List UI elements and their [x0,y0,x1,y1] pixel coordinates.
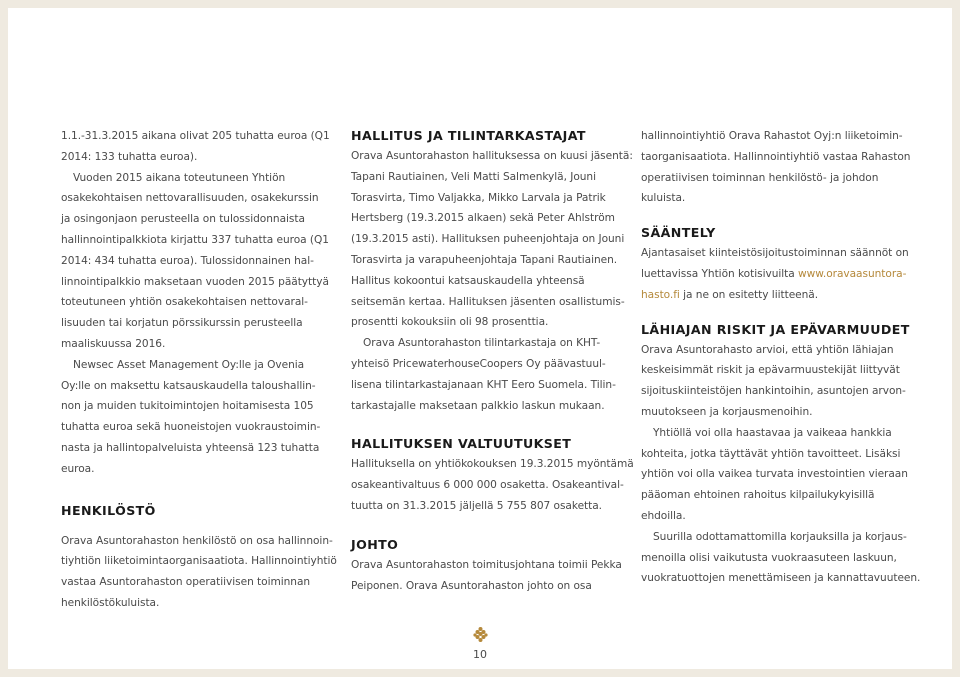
paragraph-auditor [351,333,619,416]
text-line: Orava Asuntorahaston henkilöstö on osa hallinnoin- [61,534,333,547]
text-line: muutokseen ja korjausmenoihin. [641,405,813,418]
paragraph-fees-q1 [61,126,329,168]
text-line: 1.1.-31.3.2015 aikana olivat 205 tuhatta euroa (Q1 [61,130,330,142]
text-line: Hallitus kokoontui katsauskaudella yhteensä [351,274,585,287]
text-line: sijoituskiinteistöjen hankintoihin, asuntojen arvon- [641,385,906,398]
paragraph-management-cont [641,126,909,209]
text-line: Oy:lle on maksettu katsauskaudella taloushallin- [61,379,316,392]
text-line: Suurilla odottamattomilla korjauksilla ja korjaus- [653,530,907,543]
page-number: 10 [473,648,487,661]
text-line: maaliskuussa 2016. [61,337,166,350]
text-line: Newsec Asset Management Oy:lle ja Ovenia [73,358,305,371]
text-line: Hallituksella on yhtiökokouksen 19.3.2015 myöntämä [351,458,634,471]
text-line: ehdoilla. [641,509,686,522]
text-fragment: ja ne on esitetty liitteenä. [679,288,819,301]
text-line: tarkastajalle maksetaan palkkio laskun mukaan. [351,399,605,412]
text-line: hallinnointipalkkiota kirjattu 337 tuhatta euroa (Q1 [61,233,329,246]
paragraph-management [351,555,622,597]
text-line [641,285,909,306]
text-line: lisena tilintarkastajanaan KHT Eero Suomela. Tilin- [351,378,616,391]
heading-valtuutukset: HALLITUKSEN VALTUUTUKSET [351,436,572,452]
text-line: pääoman ehtoinen rahoitus kilpailukykyisillä [641,489,875,502]
paragraph-staff [61,531,337,614]
paragraph-performance-fee [61,168,329,355]
text-line: Orava Asuntorahaston hallituksessa on kuusi jäsentä: [351,150,633,162]
text-line: Torasvirta ja varapuheenjohtaja Tapani Rautiainen. [351,253,618,266]
heading-hallitus: HALLITUS JA TILINTARKASTAJAT [351,128,586,143]
text-line: Orava Asuntorahaston tilintarkastaja on KHT- [363,337,601,350]
column-left [61,126,337,614]
column-right [641,126,921,589]
paragraph-regulation [641,243,909,305]
text-line: kuluista. [641,192,686,205]
text-line: non ja muiden tukitoimintojen hoitamisesta 105 [61,400,314,413]
text-line: euroa. [61,462,95,475]
text-line: Torasvirta, Timo Valjakka, Mikko Larvala ja Patrik [351,191,606,204]
text-line: 2014: 133 tuhatta euroa). [61,150,198,163]
text-line: tiyhtiön liiketoimintaorganisaatiota. Hallinnointiyhtiö [61,555,337,568]
heading-johto: JOHTO [351,536,399,552]
text-line: Peiponen. Orava Asuntorahaston johto on osa [351,579,592,592]
text-line: vastaa Asuntorahaston operatiivisen toiminnan [61,576,311,589]
text-line: tuutta on 31.3.2015 jäljellä 5 755 807 osaketta. [351,499,602,512]
website-link[interactable]: www.oravaasuntora- [798,267,907,280]
text-line: linnointipalkkio maksetaan vuoden 2015 päätyttyä [61,275,329,288]
text-line: Tapani Rautiainen, Veli Matti Salmenkylä, Jouni [351,170,596,183]
text-line: prosentti kokouksiin oli 98 prosenttia. [351,316,549,329]
paragraph-risks [641,340,909,423]
heading-saantely: SÄÄNTELY [641,225,716,241]
text-line: osakekohtaisen nettovarallisuuden, osakekurssin [61,192,319,205]
acorn-ornament-icon [472,626,489,643]
paragraph-repair-risk [641,527,921,589]
text-line: operatiivisen toiminnan henkilöstö- ja johdon [641,171,879,184]
text-line: keskeisimmät riskit ja epävarmuustekijät liittyvät [641,364,900,377]
text-line: ja osingonjaon perusteella on tulossidonnaista [61,213,305,226]
text-line: Orava Asuntorahaston toimitusjohtana toimii Pekka [351,558,622,571]
heading-riskit: LÄHIAJAN RISKIT JA EPÄVARMUUDET [641,321,910,337]
text-line: Ajantasaiset kiinteistösijoitustoiminnan säännöt on [641,247,909,260]
text-line: henkilöstökuluista. [61,596,160,609]
text-line: Orava Asuntorahasto arvioi, että yhtiön lähiajan [641,343,894,356]
text-line: kohteita, jotka täyttävät yhtiön tavoitteet. Lisäksi [641,447,901,460]
paragraph-authorization [351,454,634,516]
text-line: taorganisaatiota. Hallinnointiyhtiö vastaa Rahaston [641,150,911,163]
text-line: vuokratuottojen menettämiseen ja kannattavuuteen. [641,572,921,585]
text-line: yhtiön voi olla vaikea turvata investointien vieraan [641,468,908,481]
text-line: menoilla olisi vaikutusta vuokraasuteen laskuun, [641,551,897,564]
text-line: (19.3.2015 asti). Hallituksen puheenjohtaja on Jouni [351,233,625,246]
text-line: nasta ja hallintopalveluista yhteensä 123 tuhatta [61,441,320,454]
text-line: yhteisö PricewaterhouseCoopers Oy päävastuul- [351,357,606,370]
text-line: hallinnointiyhtiö Orava Rahastot Oyj:n liiketoimin- [641,130,903,142]
text-line: seitsemän kertaa. Hallituksen jäsenten osallistumis- [351,295,625,308]
heading-henkilosto: HENKILÖSTÖ [61,502,156,518]
text-line: 2014: 434 tuhatta euroa). Tulossidonnainen hal- [61,254,314,267]
text-line [641,264,909,285]
text-line: osakeantivaltuus 6 000 000 osaketta. Osakeantival- [351,479,624,492]
text-line: lisuuden tai korjatun pörssikurssin perusteella [61,317,303,330]
text-line: tuhatta euroa sekä huoneistojen vuokraustoimin- [61,421,321,434]
paragraph-board [351,146,633,333]
paragraph-service-fees [61,355,329,480]
text-line: Yhtiöllä voi olla haastavaa ja vaikeaa hankkia [653,426,892,439]
text-line: toteutuneen yhtiön osakekohtaisen nettovaral- [61,296,308,309]
text-line: Hertsberg (19.3.2015 alkaen) sekä Peter Ahlström [351,212,615,225]
text-fragment: luettavissa Yhtiön kotisivuilta [641,267,799,280]
column-middle [351,126,634,596]
website-link-cont[interactable]: hasto.fi [641,288,680,301]
paragraph-acquisition-risk [641,423,909,527]
text-line: Vuoden 2015 aikana toteutuneen Yhtiön [73,171,286,184]
